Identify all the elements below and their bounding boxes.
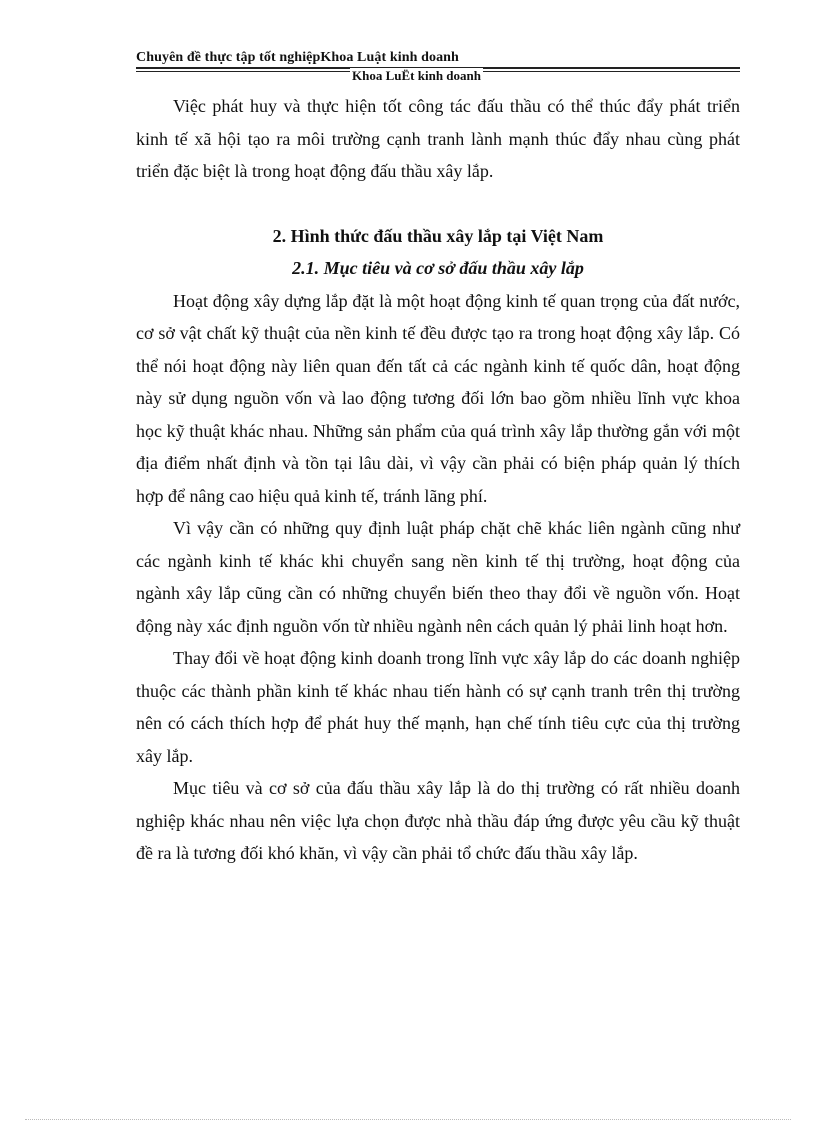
running-header-faculty: Khoa LuËt kinh doanh: [352, 68, 481, 83]
running-header-title: Chuyên đề thực tập tốt nghiệpKhoa Luật kinh doanh: [136, 50, 459, 65]
document-body: [136, 90, 740, 870]
subsection-heading: 2.1. Mục tiêu và cơ sở đấu thầu xây lắp: [292, 258, 584, 278]
intro-paragraph: Việc phát huy và thực hiện tốt công tác đấu thầu có thể thúc đẩy phát triển kinh tế xã hội tạo ra môi trường cạnh tranh lành mạnh thúc đẩy nhau cùng phát triển đặc biệt là trong hoạt động đấu thầu xây lắp.: [136, 96, 740, 181]
section-heading: 2. Hình thức đấu thầu xây lắp tại Việt Nam: [272, 225, 604, 246]
body-paragraph: Hoạt động xây dựng lắp đặt là một hoạt động kinh tế quan trọng của đất nước, cơ sở vật chất kỹ thuật của nền kinh tế đều được tạo ra trong hoạt động xây lắp. Có thể nói hoạt động này liên quan đến tất cả các ngành kinh tế quốc dân, hoạt động này sử dụng nguồn vốn và lao động tương đối lớn bao gồm nhiều lĩnh vực khoa học kỹ thuật khác nhau. Những sản phẩm của quá trình xây lắp thường gắn với một địa điểm nhất định và tồn tại lâu dài, vì vậy cần phải có biện pháp quản lý thích hợp để nâng cao hiệu quả kinh tế, tránh lãng phí.: [136, 290, 740, 506]
body-paragraph: Vì vậy cần có những quy định luật pháp chặt chẽ khác liên ngành cũng như các ngành kinh tế khác khi chuyển sang nền kinh tế thị trường, hoạt động của ngành xây lắp cũng cần có những chuyển biến theo thay đổi về nguồn vốn. Hoạt động này xác định nguồn vốn từ nhiều ngành nên cách quản lý phải linh hoạt hơn.: [136, 518, 740, 636]
body-paragraph: Thay đổi về hoạt động kinh doanh trong lĩnh vực xây lắp do các doanh nghiệp thuộc các thành phần kinh tế khác nhau tiến hành có sự cạnh tranh trên thị trường nên có cách thích hợp để phát huy thế mạnh, hạn chế tính tiêu cực của thị trường xây lắp.: [136, 648, 740, 766]
body-paragraph: Mục tiêu và cơ sở của đấu thầu xây lắp là do thị trường có rất nhiều doanh nghiệp khác nhau nên việc lựa chọn được nhà thầu đáp ứng được yêu cầu kỹ thuật đề ra là tương đối khó khăn, vì vậy cần phải tổ chức đấu thầu xây lắp.: [136, 778, 740, 863]
page-bottom-divider: [25, 1119, 791, 1120]
